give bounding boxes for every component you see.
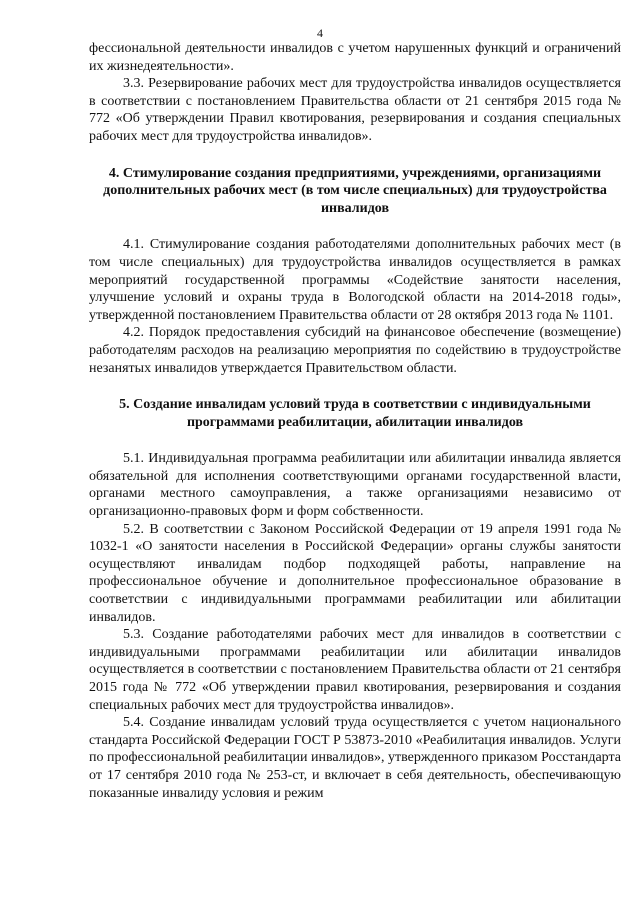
page-number: 4 xyxy=(317,26,323,40)
paragraph-5-4: 5.4. Создание инвалидам условий труда осуществляется с учетом национального стандарта Российской Федерации ГОСТ Р 53873-2010 «Реабилитация инвалидов. Услуги по профессиональной реабилитации инвалидов», утвержденного приказом Росстандарта от 17 сентября 2010 года № 253-ст, и включает в себя деятельность, обеспечивающую показанные инвалиду условия и режим xyxy=(89,715,621,801)
document-body xyxy=(89,40,621,802)
paragraph-4-2: 4.2. Порядок предоставления субсидий на финансовое обеспечение (возмещение) работодателям расходов на реализацию мероприятия по содействию в трудоустройстве незанятых инвалидов утверждается Правительством области. xyxy=(89,325,621,376)
paragraph-5-1: 5.1. Индивидуальная программа реабилитации или абилитации инвалида является обязательной для исполнения соответствующими органами государственной власти, органами местного самоуправления, а также организациями независимо от организационно-правовых форм и форм собственности. xyxy=(89,451,621,520)
paragraph-5-3: 5.3. Создание работодателями рабочих мест для инвалидов в соответствии с индивидуальными программами реабилитации или абилитации инвалидов осуществляется в соответствии с постановлением Правительства области от 21 сентября 2015 года № 772 «Об утверждении правил квотирования, резервирования и создания специальных рабочих мест для трудоустройства инвалидов». xyxy=(89,627,621,713)
section-4-heading: 4. Стимулирование создания предприятиями, учреждениями, организациями дополнительных рабочих мест (в том числе специальных) для трудоустройства инвалидов xyxy=(103,165,607,216)
paragraph-5-2: 5.2. В соответствии с Законом Российской Федерации от 19 апреля 1991 года № 1032-1 «О занятости населения в Российской Федерации» органы службы занятости осуществляют инвалидам подбор подходящей работы, направление на профессиональное обучение и дополнительное профессиональное образование в соответствии с индивидуальными программами реабилитации или абилитации инвалидов. xyxy=(89,521,621,625)
paragraph-continuation: фессиональной деятельности инвалидов с учетом нарушенных функций и ограничений их жизнедеятельности». xyxy=(89,41,621,74)
paragraph-4-1: 4.1. Стимулирование создания работодателями дополнительных рабочих мест (в том числе специальных) для трудоустройства инвалидов осуществляется в рамках мероприятий государственной программы «Содействие занятости населения, улучшение условий и охраны труда в Вологодской области на 2014-2018 годы», утвержденной постановлением Правительства области от 28 октября 2013 года № 1101. xyxy=(89,237,621,323)
section-5-heading: 5. Создание инвалидам условий труда в соответствии с индивидуальными программами реабилитации, абилитации инвалидов xyxy=(119,397,591,430)
paragraph-3-3: 3.3. Резервирование рабочих мест для трудоустройства инвалидов осуществляется в соответствии с постановлением Правительства области от 21 сентября 2015 года № 772 «Об утверждении Правил квотирования, резервирования и создания специальных рабочих мест для трудоустройства инвалидов». xyxy=(89,76,621,144)
